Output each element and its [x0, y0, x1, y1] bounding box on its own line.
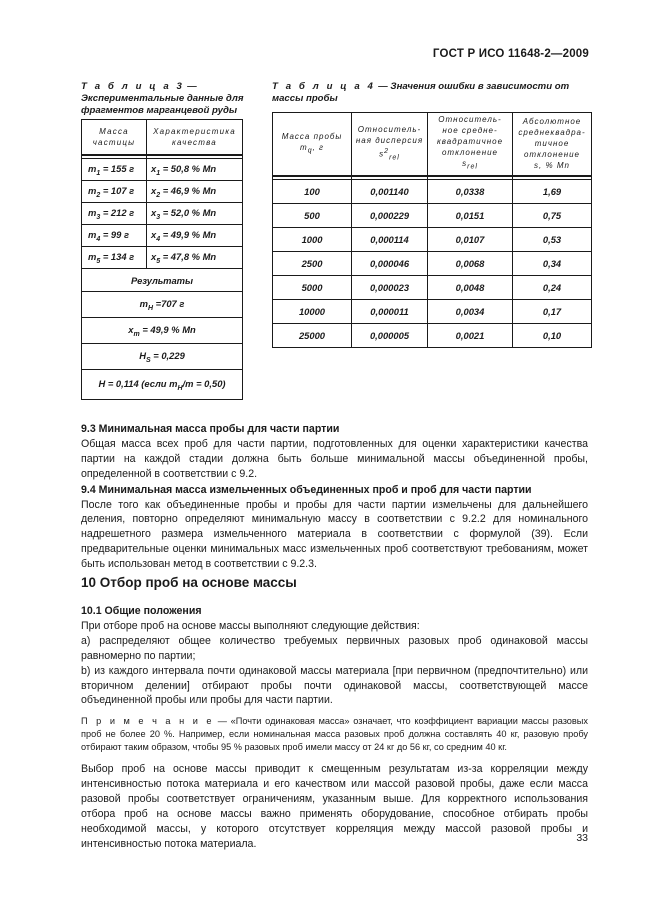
section-10-1-p2: а) распределяют общее количество требуемых первичных разовых проб одинаковой массы равномерно по партии; — [81, 634, 588, 662]
table4-abs-cell: 1,69 — [513, 180, 592, 204]
table4-rel-cell: 0,0068 — [428, 252, 513, 276]
table3-header-quality: Характеристика качества — [147, 120, 243, 155]
table3-result-xm: $x_m = 49,9$ % Mn — [82, 318, 243, 344]
section-9-3-body: Общая масса всех проб для части партии, подготовленных для оценки характеристики качества партии на каждой стадии должна быть больше минимальной массы объединенной пробы, определенной в соответствии с 9.2. — [81, 437, 588, 480]
table4-variance-cell: 0,000229 — [352, 204, 428, 228]
table4-mass-cell: 5000 — [273, 276, 352, 300]
table4-abs-cell: 0,53 — [513, 228, 592, 252]
section-10-title: 10 Отбор проб на основе массы — [81, 575, 297, 590]
table4-rel-cell: 0,0048 — [428, 276, 513, 300]
table4-mass-cell: 500 — [273, 204, 352, 228]
table3-results-label: Результаты — [82, 269, 243, 292]
table4-mass-cell: 2500 — [273, 252, 352, 276]
table4-header-rel-dev: Относитель- ное средне- квадратичное отклонение $s_{rel}$ — [428, 113, 513, 176]
standard-header: ГОСТ Р ИСО 11648-2—2009 — [432, 48, 589, 60]
table4-abs-cell: 0,34 — [513, 252, 592, 276]
table3-result-h: H = 0,114 (если $m_H/m = 0,50$) — [82, 370, 243, 400]
table3-quality-cell: $x_2 = 46,9$ % Mn — [147, 181, 243, 203]
table4-mass-cell: 100 — [273, 180, 352, 204]
table4-abs-cell: 0,75 — [513, 204, 592, 228]
table4-header-mass: Масса пробы $m_q$, г — [273, 113, 352, 176]
table3-mass-cell: $m_2 = 107$ г — [82, 181, 147, 203]
table3-mass-cell: $m_5 = 134$ г — [82, 247, 147, 269]
table4-variance-cell: 0,000114 — [352, 228, 428, 252]
section-9-3-title: 9.3 Минимальная масса пробы для части партии — [81, 423, 340, 435]
table4-variance-cell: 0,000046 — [352, 252, 428, 276]
note-label: П р и м е ч а н и е — [81, 716, 214, 727]
table-row — [82, 181, 243, 203]
table4-variance-cell: 0,001140 — [352, 180, 428, 204]
table3-caption-label: Т а б л и ц а 3 — [81, 81, 185, 92]
table4-abs-cell: 0,17 — [513, 300, 592, 324]
table3-result-mh: $m_H =707$ г — [82, 292, 243, 318]
table4-variance-cell: 0,000011 — [352, 300, 428, 324]
table4-caption-label: Т а б л и ц а 4 — [272, 81, 376, 92]
table4 — [272, 112, 592, 348]
table4-caption-text: — Значения ошибки в зависимости от массы пробы — [272, 81, 570, 104]
section-9-4-body: После того как объединенные пробы и пробы для части партии измельчены для дальнейшего деления, повторно определяют минимальную массу в соответствии с 9.2.2 для номинального надрешетного размера измельченного материала в соответствии с формулой (39). Если предварительные оценки минимальных масс измельченных проб соответствуют требованиям, может быть использован метод в соответствии с 9.2.3. — [81, 498, 588, 571]
table-row — [273, 252, 592, 276]
table4-variance-cell: 0,000023 — [352, 276, 428, 300]
table-row — [82, 225, 243, 247]
section-10-1-block — [81, 604, 588, 852]
section-10-1-title: 10.1 Общие положения — [81, 605, 202, 617]
note-text: — «Почти одинаковая масса» означает, что коэффициент вариации массы разовых проб не более 20 %. Например, если номинальная масса разовых проб должна составлять 40 кг, разовую пробу отбирают таким образом, чтобы 95 % разовых проб имели массу от 24 кг до 56 кг, со средним 40 кг. — [81, 716, 588, 753]
table-row — [273, 324, 592, 348]
table-row — [82, 203, 243, 225]
table3-header-mass: Масса частицы — [82, 120, 147, 155]
section-10-1-p4: Выбор проб на основе массы приводит к смещенным результатам из-за корреляции между интенсивностью потока материала и его качеством или массой разовой пробы, даже если масса разовой пробы соответствует ограничениям, указанным выше. Для корректного использования отбора проб на основе массы важно применять оборудование, способное отбирать пробы необходимой массы, у которого отсутствует корреляция между массой разовой пробы и интенсивностью потока материала. — [81, 763, 588, 850]
table3-caption-text: — Экспериментальные данные для фрагментов марганцевой руды — [81, 81, 244, 116]
table4-abs-cell: 0,24 — [513, 276, 592, 300]
table4-mass-cell: 1000 — [273, 228, 352, 252]
section-10-1-p3: b) из каждого интервала почти одинаковой массы материала [при первичном (предпочтительно) или вторичном делении] отбирают пробы почти одинаковой массы, соответствующей массе объединенной пробы или пробы для части партии. — [81, 664, 588, 707]
table-row — [82, 247, 243, 269]
table4-rel-cell: 0,0338 — [428, 180, 513, 204]
table3-quality-cell: $x_3 = 52,0$ % Mn — [147, 203, 243, 225]
table3-result-hs: $H_S = 0,229$ — [82, 344, 243, 370]
note-paragraph — [81, 715, 588, 754]
table4-mass-cell: 10000 — [273, 300, 352, 324]
table4-abs-cell: 0,10 — [513, 324, 592, 348]
table3 — [81, 119, 243, 400]
table3-mass-cell: $m_1 = 155$ г — [82, 159, 147, 181]
table4-mass-cell: 25000 — [273, 324, 352, 348]
page-number: 33 — [576, 832, 588, 844]
table3-quality-cell: $x_4 = 49,9$ % Mn — [147, 225, 243, 247]
table4-header-variance: Относитель- ная дисперсия $s^2_{rel}$ — [352, 113, 428, 176]
table4-caption — [272, 81, 592, 105]
table-row — [273, 228, 592, 252]
table-row — [273, 300, 592, 324]
table3-mass-cell: $m_4 = 99$ г — [82, 225, 147, 247]
table-row — [82, 159, 243, 181]
table4-rel-cell: 0,0151 — [428, 204, 513, 228]
section-10-1-p1: При отборе проб на основе массы выполняют следующие действия: — [81, 619, 420, 632]
table4-rel-cell: 0,0107 — [428, 228, 513, 252]
table3-mass-cell: $m_3 = 212$ г — [82, 203, 147, 225]
table3-quality-cell: $x_1 = 50,8$ % Mn — [147, 159, 243, 181]
table4-variance-cell: 0,000005 — [352, 324, 428, 348]
table3-caption — [81, 81, 251, 117]
table-row — [273, 204, 592, 228]
table-row — [273, 276, 592, 300]
table-row — [273, 180, 592, 204]
table4-header-abs-dev: Абсолютное среднеквадра- тичное отклонение s, % Mn — [513, 113, 592, 176]
table3-quality-cell: $x_5 = 47,8$ % Mn — [147, 247, 243, 269]
table4-rel-cell: 0,0034 — [428, 300, 513, 324]
section-9-block — [81, 422, 588, 572]
section-9-4-title: 9.4 Минимальная масса измельченных объединенных проб и проб для части партии — [81, 483, 532, 496]
table4-rel-cell: 0,0021 — [428, 324, 513, 348]
